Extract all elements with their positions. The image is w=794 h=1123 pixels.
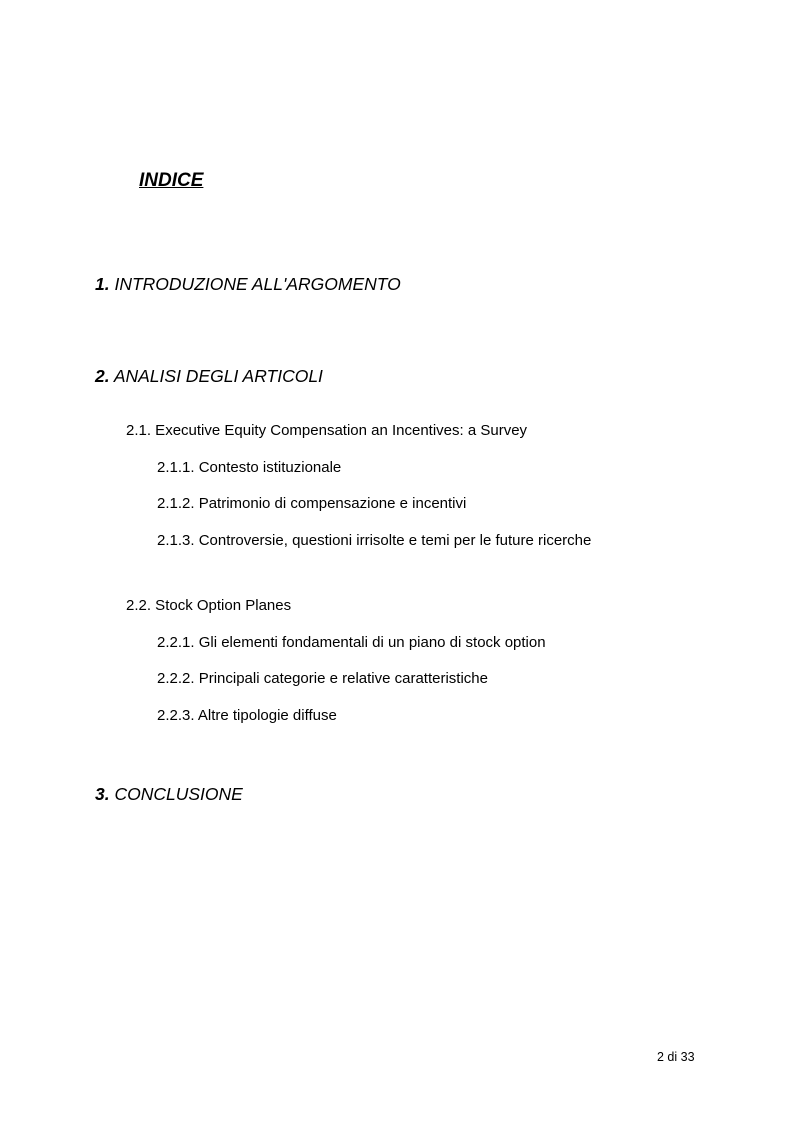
toc-subsection-2-1-1: 2.1.1. Contesto istituzionale [157, 459, 342, 476]
toc-subsection-2-1-3: 2.1.3. Controversie, questioni irrisolte e temi per le future ricerche [157, 532, 592, 549]
toc-subsection-2-2-3: 2.2.3. Altre tipologie diffuse [157, 707, 337, 724]
toc-chapter-3 [95, 784, 243, 805]
page-number: 2 di 33 [657, 1050, 695, 1064]
toc-subsection-2-1-2: 2.1.2. Patrimonio di compensazione e incentivi [157, 495, 467, 512]
toc-subsection-2-2-1: 2.2.1. Gli elementi fondamentali di un piano di stock option [157, 634, 546, 651]
chapter-number: 1. [95, 274, 110, 294]
chapter-label: CONCLUSIONE [114, 784, 243, 804]
index-title: INDICE [139, 170, 204, 191]
chapter-number: 3. [95, 784, 110, 804]
toc-section-2-2: 2.2. Stock Option Planes [126, 597, 292, 614]
toc-section-2-1: 2.1. Executive Equity Compensation an Incentives: a Survey [126, 422, 528, 439]
toc-subsection-2-2-2: 2.2.2. Principali categorie e relative caratteristiche [157, 670, 488, 687]
chapter-label: ANALISI DEGLI ARTICOLI [113, 366, 323, 386]
chapter-number: 2. [95, 366, 110, 386]
chapter-label: INTRODUZIONE ALL'ARGOMENTO [114, 274, 401, 294]
toc-chapter-1 [95, 274, 401, 295]
toc-chapter-2 [95, 366, 323, 387]
